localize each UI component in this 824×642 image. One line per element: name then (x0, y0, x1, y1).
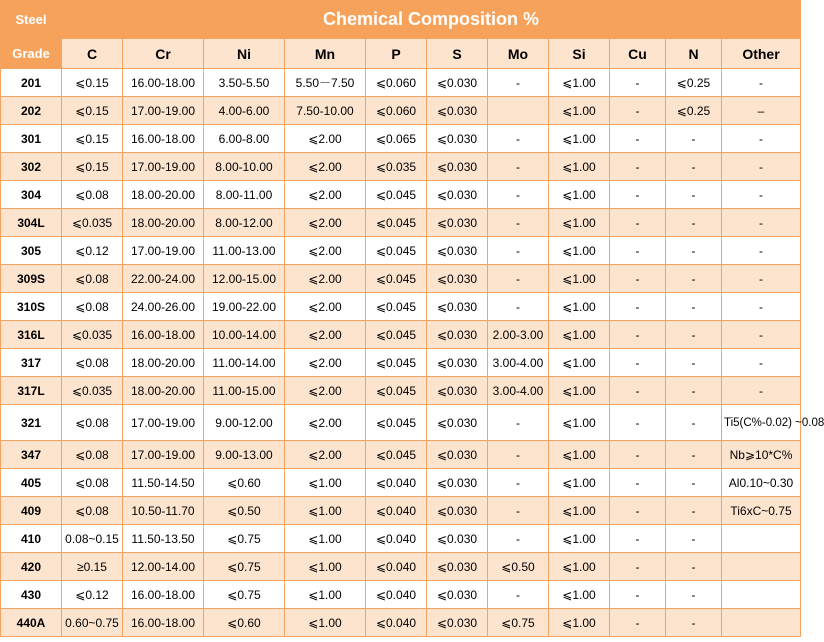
cell-mo: ⩽0.75 (488, 609, 549, 637)
cell-mn: ⩽2.00 (285, 209, 366, 237)
column-header-c: C (62, 39, 123, 69)
cell-cu: - (610, 97, 666, 125)
cell-ni: ⩽0.60 (204, 609, 285, 637)
table-row (1, 293, 801, 321)
cell-n: - (666, 321, 722, 349)
column-header-p: P (366, 39, 427, 69)
cell-other (722, 525, 801, 553)
cell-mo: - (488, 581, 549, 609)
table-row (1, 125, 801, 153)
grade-header: Grade (1, 39, 62, 69)
cell-c: ⩽0.15 (62, 97, 123, 125)
grade-cell: 316L (1, 321, 62, 349)
cell-mo: - (488, 405, 549, 441)
cell-s: ⩽0.030 (427, 265, 488, 293)
cell-s: ⩽0.030 (427, 69, 488, 97)
cell-p: ⩽0.065 (366, 125, 427, 153)
table-row (1, 497, 801, 525)
cell-p: ⩽0.035 (366, 153, 427, 181)
cell-si: ⩽1.00 (549, 69, 610, 97)
cell-ni: 9.00-13.00 (204, 441, 285, 469)
cell-ni: ⩽0.75 (204, 581, 285, 609)
cell-p: ⩽0.045 (366, 265, 427, 293)
cell-other: - (722, 153, 801, 181)
column-header-ni: Ni (204, 39, 285, 69)
cell-p: ⩽0.045 (366, 321, 427, 349)
cell-ni: 10.00-14.00 (204, 321, 285, 349)
grade-cell: 309S (1, 265, 62, 293)
cell-cr: 16.00-18.00 (123, 609, 204, 637)
cell-cu: - (610, 181, 666, 209)
cell-n: - (666, 581, 722, 609)
table-row (1, 265, 801, 293)
cell-mn: ⩽2.00 (285, 441, 366, 469)
cell-n: - (666, 377, 722, 405)
cell-c: ⩽0.12 (62, 581, 123, 609)
cell-n: ⩽0.25 (666, 69, 722, 97)
cell-n: - (666, 349, 722, 377)
cell-p: ⩽0.040 (366, 609, 427, 637)
cell-mn: ⩽1.00 (285, 581, 366, 609)
grade-cell: 430 (1, 581, 62, 609)
cell-cu: - (610, 237, 666, 265)
grade-cell: 347 (1, 441, 62, 469)
cell-other: Al0.10~0.30 (722, 469, 801, 497)
cell-cr: 17.00-19.00 (123, 405, 204, 441)
cell-si: ⩽1.00 (549, 349, 610, 377)
cell-ni: 11.00-15.00 (204, 377, 285, 405)
cell-si: ⩽1.00 (549, 153, 610, 181)
cell-ni: 8.00-10.00 (204, 153, 285, 181)
cell-s: ⩽0.030 (427, 377, 488, 405)
cell-other: Ti5(C%-0.02) ~0.08 (722, 405, 801, 441)
cell-mn: ⩽2.00 (285, 153, 366, 181)
cell-si: ⩽1.00 (549, 405, 610, 441)
cell-c: ⩽0.035 (62, 377, 123, 405)
grade-cell: 317 (1, 349, 62, 377)
cell-cr: 16.00-18.00 (123, 321, 204, 349)
cell-cu: - (610, 469, 666, 497)
grade-cell: 202 (1, 97, 62, 125)
cell-cr: 16.00-18.00 (123, 581, 204, 609)
cell-other (722, 553, 801, 581)
grade-cell: 201 (1, 69, 62, 97)
cell-cr: 22.00-24.00 (123, 265, 204, 293)
cell-mn: ⩽2.00 (285, 321, 366, 349)
cell-c: ≥0.15 (62, 553, 123, 581)
cell-cu: - (610, 377, 666, 405)
cell-ni: 19.00-22.00 (204, 293, 285, 321)
cell-mo: 2.00-3.00 (488, 321, 549, 349)
cell-si: ⩽1.00 (549, 469, 610, 497)
cell-other (722, 581, 801, 609)
cell-n: - (666, 237, 722, 265)
cell-s: ⩽0.030 (427, 497, 488, 525)
table-row (1, 209, 801, 237)
cell-cu: - (610, 153, 666, 181)
cell-si: ⩽1.00 (549, 441, 610, 469)
cell-mo: - (488, 497, 549, 525)
cell-cr: 16.00-18.00 (123, 69, 204, 97)
cell-s: ⩽0.030 (427, 609, 488, 637)
cell-ni: 4.00-6.00 (204, 97, 285, 125)
cell-cu: - (610, 209, 666, 237)
cell-s: ⩽0.030 (427, 405, 488, 441)
cell-s: ⩽0.030 (427, 153, 488, 181)
cell-mn: ⩽2.00 (285, 293, 366, 321)
cell-other: - (722, 349, 801, 377)
cell-mo: 3.00-4.00 (488, 349, 549, 377)
cell-ni: ⩽0.75 (204, 525, 285, 553)
cell-c: ⩽0.08 (62, 265, 123, 293)
cell-other: - (722, 377, 801, 405)
table-row (1, 609, 801, 637)
cell-cr: 12.00-14.00 (123, 553, 204, 581)
grade-cell: 304L (1, 209, 62, 237)
cell-s: ⩽0.030 (427, 209, 488, 237)
cell-s: ⩽0.030 (427, 469, 488, 497)
cell-other: - (722, 69, 801, 97)
cell-mn: ⩽1.00 (285, 553, 366, 581)
cell-ni: 8.00-12.00 (204, 209, 285, 237)
cell-si: ⩽1.00 (549, 237, 610, 265)
table-row (1, 405, 801, 441)
cell-si: ⩽1.00 (549, 609, 610, 637)
grade-cell: 405 (1, 469, 62, 497)
cell-si: ⩽1.00 (549, 293, 610, 321)
cell-p: ⩽0.045 (366, 405, 427, 441)
grade-cell: 440A (1, 609, 62, 637)
column-header-cr: Cr (123, 39, 204, 69)
cell-n: - (666, 497, 722, 525)
table-row (1, 181, 801, 209)
cell-mo: - (488, 469, 549, 497)
cell-other: Nb⩾10*C% (722, 441, 801, 469)
cell-p: ⩽0.040 (366, 497, 427, 525)
cell-si: ⩽1.00 (549, 209, 610, 237)
cell-si: ⩽1.00 (549, 377, 610, 405)
cell-p: ⩽0.040 (366, 553, 427, 581)
cell-s: ⩽0.030 (427, 97, 488, 125)
cell-ni: 12.00-15.00 (204, 265, 285, 293)
cell-mn: ⩽2.00 (285, 237, 366, 265)
cell-si: ⩽1.00 (549, 525, 610, 553)
cell-c: ⩽0.15 (62, 153, 123, 181)
cell-mo: - (488, 125, 549, 153)
column-header-mn: Mn (285, 39, 366, 69)
cell-other (722, 609, 801, 637)
cell-other: - (722, 293, 801, 321)
cell-other: - (722, 181, 801, 209)
cell-s: ⩽0.030 (427, 181, 488, 209)
table-row (1, 321, 801, 349)
cell-n: - (666, 181, 722, 209)
cell-mo: ⩽0.50 (488, 553, 549, 581)
cell-c: 0.60~0.75 (62, 609, 123, 637)
cell-cr: 18.00-20.00 (123, 377, 204, 405)
cell-mn: ⩽1.00 (285, 497, 366, 525)
cell-c: ⩽0.12 (62, 237, 123, 265)
cell-n: - (666, 125, 722, 153)
cell-c: ⩽0.035 (62, 209, 123, 237)
cell-mn: ⩽1.00 (285, 609, 366, 637)
cell-cu: - (610, 581, 666, 609)
cell-p: ⩽0.045 (366, 181, 427, 209)
cell-c: ⩽0.08 (62, 497, 123, 525)
cell-mn: ⩽1.00 (285, 469, 366, 497)
cell-mo (488, 97, 549, 125)
grade-cell: 420 (1, 553, 62, 581)
cell-c: ⩽0.08 (62, 349, 123, 377)
steel-header: Steel (1, 1, 62, 39)
cell-mo: - (488, 69, 549, 97)
grade-cell: 301 (1, 125, 62, 153)
cell-cr: 24.00-26.00 (123, 293, 204, 321)
grade-cell: 317L (1, 377, 62, 405)
cell-si: ⩽1.00 (549, 181, 610, 209)
table-row (1, 581, 801, 609)
grade-cell: 302 (1, 153, 62, 181)
cell-si: ⩽1.00 (549, 321, 610, 349)
cell-ni: 6.00-8.00 (204, 125, 285, 153)
cell-n: - (666, 609, 722, 637)
cell-s: ⩽0.030 (427, 525, 488, 553)
cell-p: ⩽0.045 (366, 349, 427, 377)
cell-c: ⩽0.08 (62, 441, 123, 469)
cell-ni: 3.50-5.50 (204, 69, 285, 97)
table-title: Chemical Composition % (62, 1, 801, 39)
cell-n: - (666, 525, 722, 553)
column-header-other: Other (722, 39, 801, 69)
cell-mn: 5.50－7.50 (285, 69, 366, 97)
cell-mo: - (488, 153, 549, 181)
cell-cu: - (610, 609, 666, 637)
cell-c: ⩽0.15 (62, 125, 123, 153)
cell-mn: ⩽1.00 (285, 525, 366, 553)
cell-s: ⩽0.030 (427, 349, 488, 377)
column-header-cu: Cu (610, 39, 666, 69)
grade-cell: 409 (1, 497, 62, 525)
table-row (1, 525, 801, 553)
cell-cu: - (610, 553, 666, 581)
cell-p: ⩽0.045 (366, 209, 427, 237)
cell-cu: - (610, 265, 666, 293)
cell-n: - (666, 293, 722, 321)
cell-mo: 3.00-4.00 (488, 377, 549, 405)
column-header-si: Si (549, 39, 610, 69)
cell-n: - (666, 209, 722, 237)
cell-n: - (666, 441, 722, 469)
cell-s: ⩽0.030 (427, 581, 488, 609)
table-row (1, 377, 801, 405)
cell-cu: - (610, 497, 666, 525)
cell-cr: 17.00-19.00 (123, 97, 204, 125)
cell-n: - (666, 265, 722, 293)
cell-cu: - (610, 405, 666, 441)
cell-c: ⩽0.035 (62, 321, 123, 349)
cell-cr: 18.00-20.00 (123, 181, 204, 209)
cell-other: - (722, 321, 801, 349)
cell-c: ⩽0.08 (62, 181, 123, 209)
cell-cu: - (610, 441, 666, 469)
cell-mo: - (488, 265, 549, 293)
cell-cr: 17.00-19.00 (123, 237, 204, 265)
cell-ni: 9.00-12.00 (204, 405, 285, 441)
grade-cell: 305 (1, 237, 62, 265)
grade-cell: 310S (1, 293, 62, 321)
cell-cr: 17.00-19.00 (123, 153, 204, 181)
cell-n: - (666, 405, 722, 441)
cell-p: ⩽0.040 (366, 581, 427, 609)
cell-other: - (722, 237, 801, 265)
cell-mo: - (488, 293, 549, 321)
cell-si: ⩽1.00 (549, 97, 610, 125)
cell-cr: 18.00-20.00 (123, 209, 204, 237)
cell-si: ⩽1.00 (549, 265, 610, 293)
cell-si: ⩽1.00 (549, 125, 610, 153)
cell-mn: ⩽2.00 (285, 349, 366, 377)
cell-mn: 7.50-10.00 (285, 97, 366, 125)
cell-cu: - (610, 525, 666, 553)
cell-mo: - (488, 181, 549, 209)
cell-cu: - (610, 293, 666, 321)
cell-ni: ⩽0.75 (204, 553, 285, 581)
cell-p: ⩽0.040 (366, 525, 427, 553)
cell-cr: 17.00-19.00 (123, 441, 204, 469)
cell-cr: 18.00-20.00 (123, 349, 204, 377)
cell-si: ⩽1.00 (549, 581, 610, 609)
cell-c: ⩽0.15 (62, 69, 123, 97)
cell-c: ⩽0.08 (62, 405, 123, 441)
cell-mo: - (488, 525, 549, 553)
cell-ni: 8.00-11.00 (204, 181, 285, 209)
cell-cr: 11.50-13.50 (123, 525, 204, 553)
cell-cu: - (610, 349, 666, 377)
cell-s: ⩽0.030 (427, 553, 488, 581)
column-header-s: S (427, 39, 488, 69)
cell-s: ⩽0.030 (427, 237, 488, 265)
table-row (1, 441, 801, 469)
cell-s: ⩽0.030 (427, 321, 488, 349)
cell-mn: ⩽2.00 (285, 265, 366, 293)
table-row (1, 153, 801, 181)
cell-mn: ⩽2.00 (285, 181, 366, 209)
table-row (1, 69, 801, 97)
cell-c: 0.08~0.15 (62, 525, 123, 553)
cell-mo: - (488, 237, 549, 265)
cell-other: - (722, 209, 801, 237)
column-header-mo: Mo (488, 39, 549, 69)
cell-cu: - (610, 125, 666, 153)
cell-p: ⩽0.045 (366, 293, 427, 321)
cell-ni: 11.00-14.00 (204, 349, 285, 377)
cell-cr: 16.00-18.00 (123, 125, 204, 153)
cell-p: ⩽0.040 (366, 469, 427, 497)
cell-mn: ⩽2.00 (285, 125, 366, 153)
cell-c: ⩽0.08 (62, 469, 123, 497)
cell-ni: ⩽0.60 (204, 469, 285, 497)
cell-s: ⩽0.030 (427, 125, 488, 153)
cell-n: - (666, 553, 722, 581)
table-row (1, 553, 801, 581)
cell-n: - (666, 469, 722, 497)
cell-mn: ⩽2.00 (285, 405, 366, 441)
cell-n: - (666, 153, 722, 181)
cell-mn: ⩽2.00 (285, 377, 366, 405)
grade-cell: 410 (1, 525, 62, 553)
cell-other: Ti6xC~0.75 (722, 497, 801, 525)
cell-s: ⩽0.030 (427, 441, 488, 469)
cell-ni: 11.00-13.00 (204, 237, 285, 265)
table-row (1, 237, 801, 265)
cell-cr: 10.50-11.70 (123, 497, 204, 525)
cell-other: - (722, 265, 801, 293)
cell-mo: - (488, 209, 549, 237)
cell-cr: 11.50-14.50 (123, 469, 204, 497)
cell-p: ⩽0.060 (366, 69, 427, 97)
column-header-n: N (666, 39, 722, 69)
cell-p: ⩽0.045 (366, 377, 427, 405)
table-row (1, 349, 801, 377)
cell-p: ⩽0.045 (366, 441, 427, 469)
cell-p: ⩽0.045 (366, 237, 427, 265)
grade-cell: 304 (1, 181, 62, 209)
cell-cu: - (610, 69, 666, 97)
cell-ni: ⩽0.50 (204, 497, 285, 525)
cell-si: ⩽1.00 (549, 553, 610, 581)
table-row (1, 469, 801, 497)
grade-cell: 321 (1, 405, 62, 441)
cell-c: ⩽0.08 (62, 293, 123, 321)
cell-other: – (722, 97, 801, 125)
cell-s: ⩽0.030 (427, 293, 488, 321)
table-row (1, 97, 801, 125)
cell-cu: - (610, 321, 666, 349)
cell-p: ⩽0.060 (366, 97, 427, 125)
cell-si: ⩽1.00 (549, 497, 610, 525)
cell-n: ⩽0.25 (666, 97, 722, 125)
cell-other: - (722, 125, 801, 153)
cell-mo: - (488, 441, 549, 469)
